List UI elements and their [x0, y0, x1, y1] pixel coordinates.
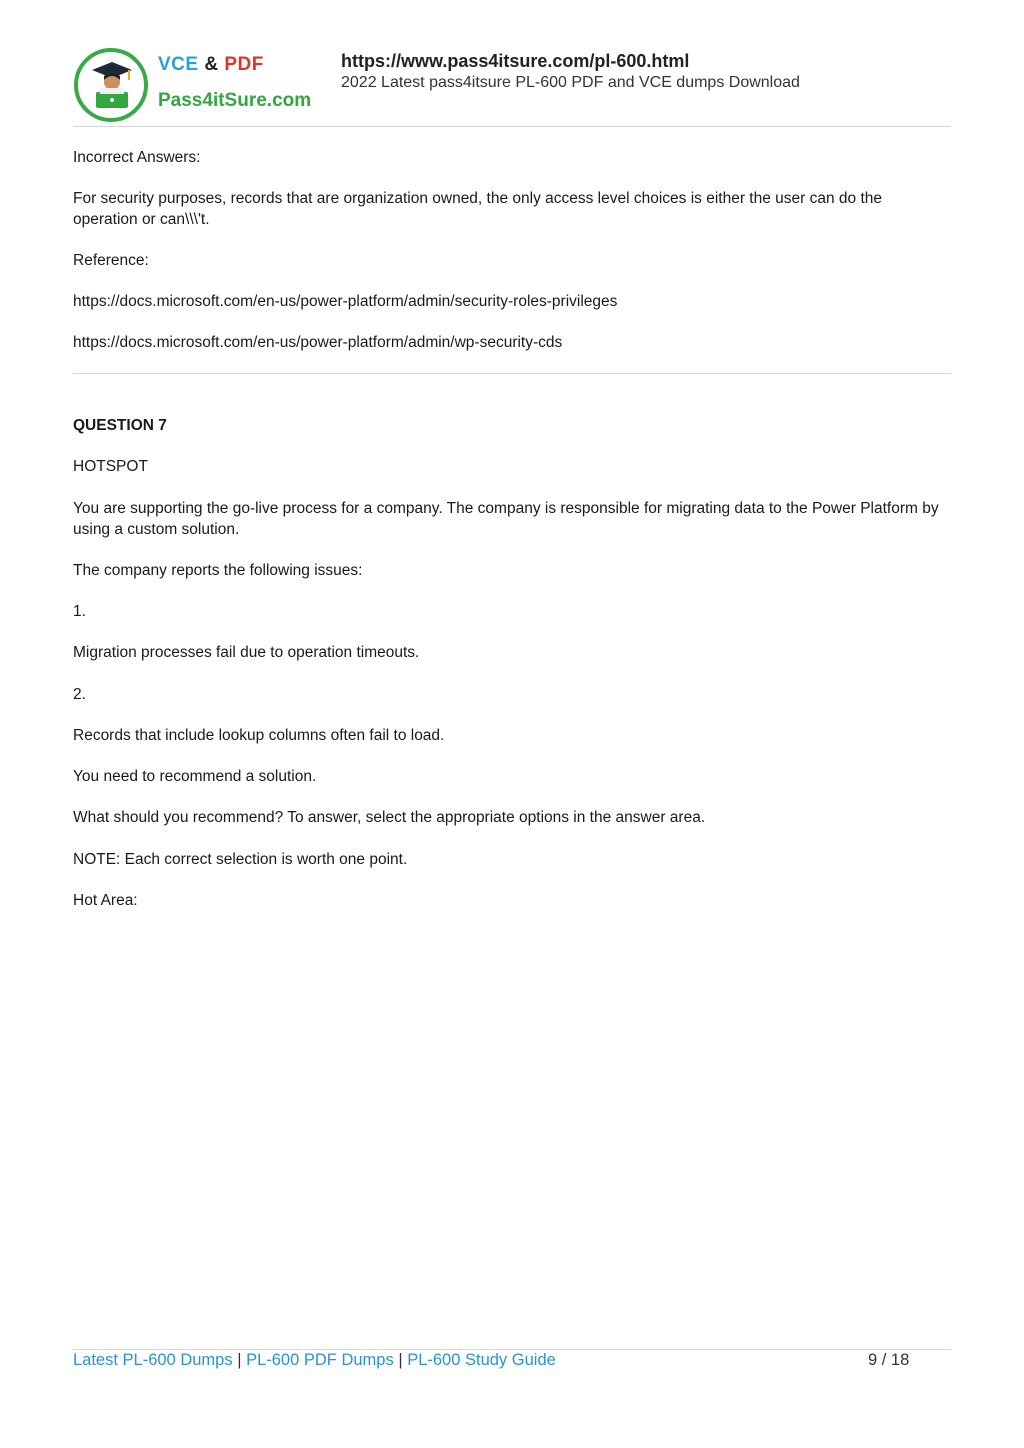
logo-emblem: [74, 48, 148, 122]
header-subtitle: 2022 Latest pass4itsure PL-600 PDF and VCE dumps Download: [341, 74, 800, 91]
issue-text: Migration processes fail due to operation timeouts.: [73, 644, 420, 661]
logo-brand-line2: Pass4itSure.com: [158, 90, 312, 111]
graduate-icon: [88, 60, 136, 110]
logo-pdf: PDF: [224, 54, 264, 75]
reference-link-2[interactable]: https://docs.microsoft.com/en-us/power-platform/admin/wp-security-cds: [73, 334, 563, 351]
reference-link-1[interactable]: https://docs.microsoft.com/en-us/power-platform/admin/security-roles-privileges: [73, 293, 618, 310]
footer-divider: [73, 1349, 951, 1350]
logo-brand-line1: [158, 54, 264, 76]
issue-number: 2.: [73, 686, 86, 703]
footer-link-pdf-dumps[interactable]: PL-600 PDF Dumps: [246, 1351, 394, 1369]
incorrect-answers-text: For security purposes, records that are organization owned, the only access level choices is either the user can do the operation or can\\\'t.: [73, 190, 883, 228]
incorrect-answers-heading: Incorrect Answers:: [73, 149, 201, 166]
question-title: QUESTION 7: [73, 417, 167, 434]
question-paragraph: You are supporting the go-live process for a company. The company is responsible for migrating data to the Power Platform by using a custom solution.: [73, 500, 939, 538]
hot-area-label: Hot Area:: [73, 892, 138, 909]
page-number: 9 / 18: [868, 1351, 910, 1369]
header-url[interactable]: https://www.pass4itsure.com/pl-600.html: [341, 51, 690, 71]
header-divider: [73, 126, 951, 127]
footer-link-latest-dumps[interactable]: Latest PL-600 Dumps: [73, 1351, 233, 1369]
footer-separator: |: [237, 1351, 242, 1369]
issue-number: 1.: [73, 603, 86, 620]
question-paragraph: What should you recommend? To answer, select the appropriate options in the answer area.: [73, 809, 706, 826]
issue-text: Records that include lookup columns often fail to load.: [73, 727, 445, 744]
section-divider: [73, 373, 951, 374]
reference-heading: Reference:: [73, 252, 149, 269]
site-logo: [72, 46, 318, 122]
footer-link-study-guide[interactable]: PL-600 Study Guide: [407, 1351, 556, 1369]
footer-links: [73, 1351, 556, 1370]
footer-separator: |: [398, 1351, 403, 1369]
question-note: NOTE: Each correct selection is worth one point.: [73, 851, 408, 868]
question-paragraph: You need to recommend a solution.: [73, 768, 317, 785]
logo-vce: VCE: [158, 54, 199, 75]
question-paragraph: The company reports the following issues:: [73, 562, 363, 579]
question-type: HOTSPOT: [73, 458, 148, 475]
logo-amp: &: [204, 54, 219, 75]
